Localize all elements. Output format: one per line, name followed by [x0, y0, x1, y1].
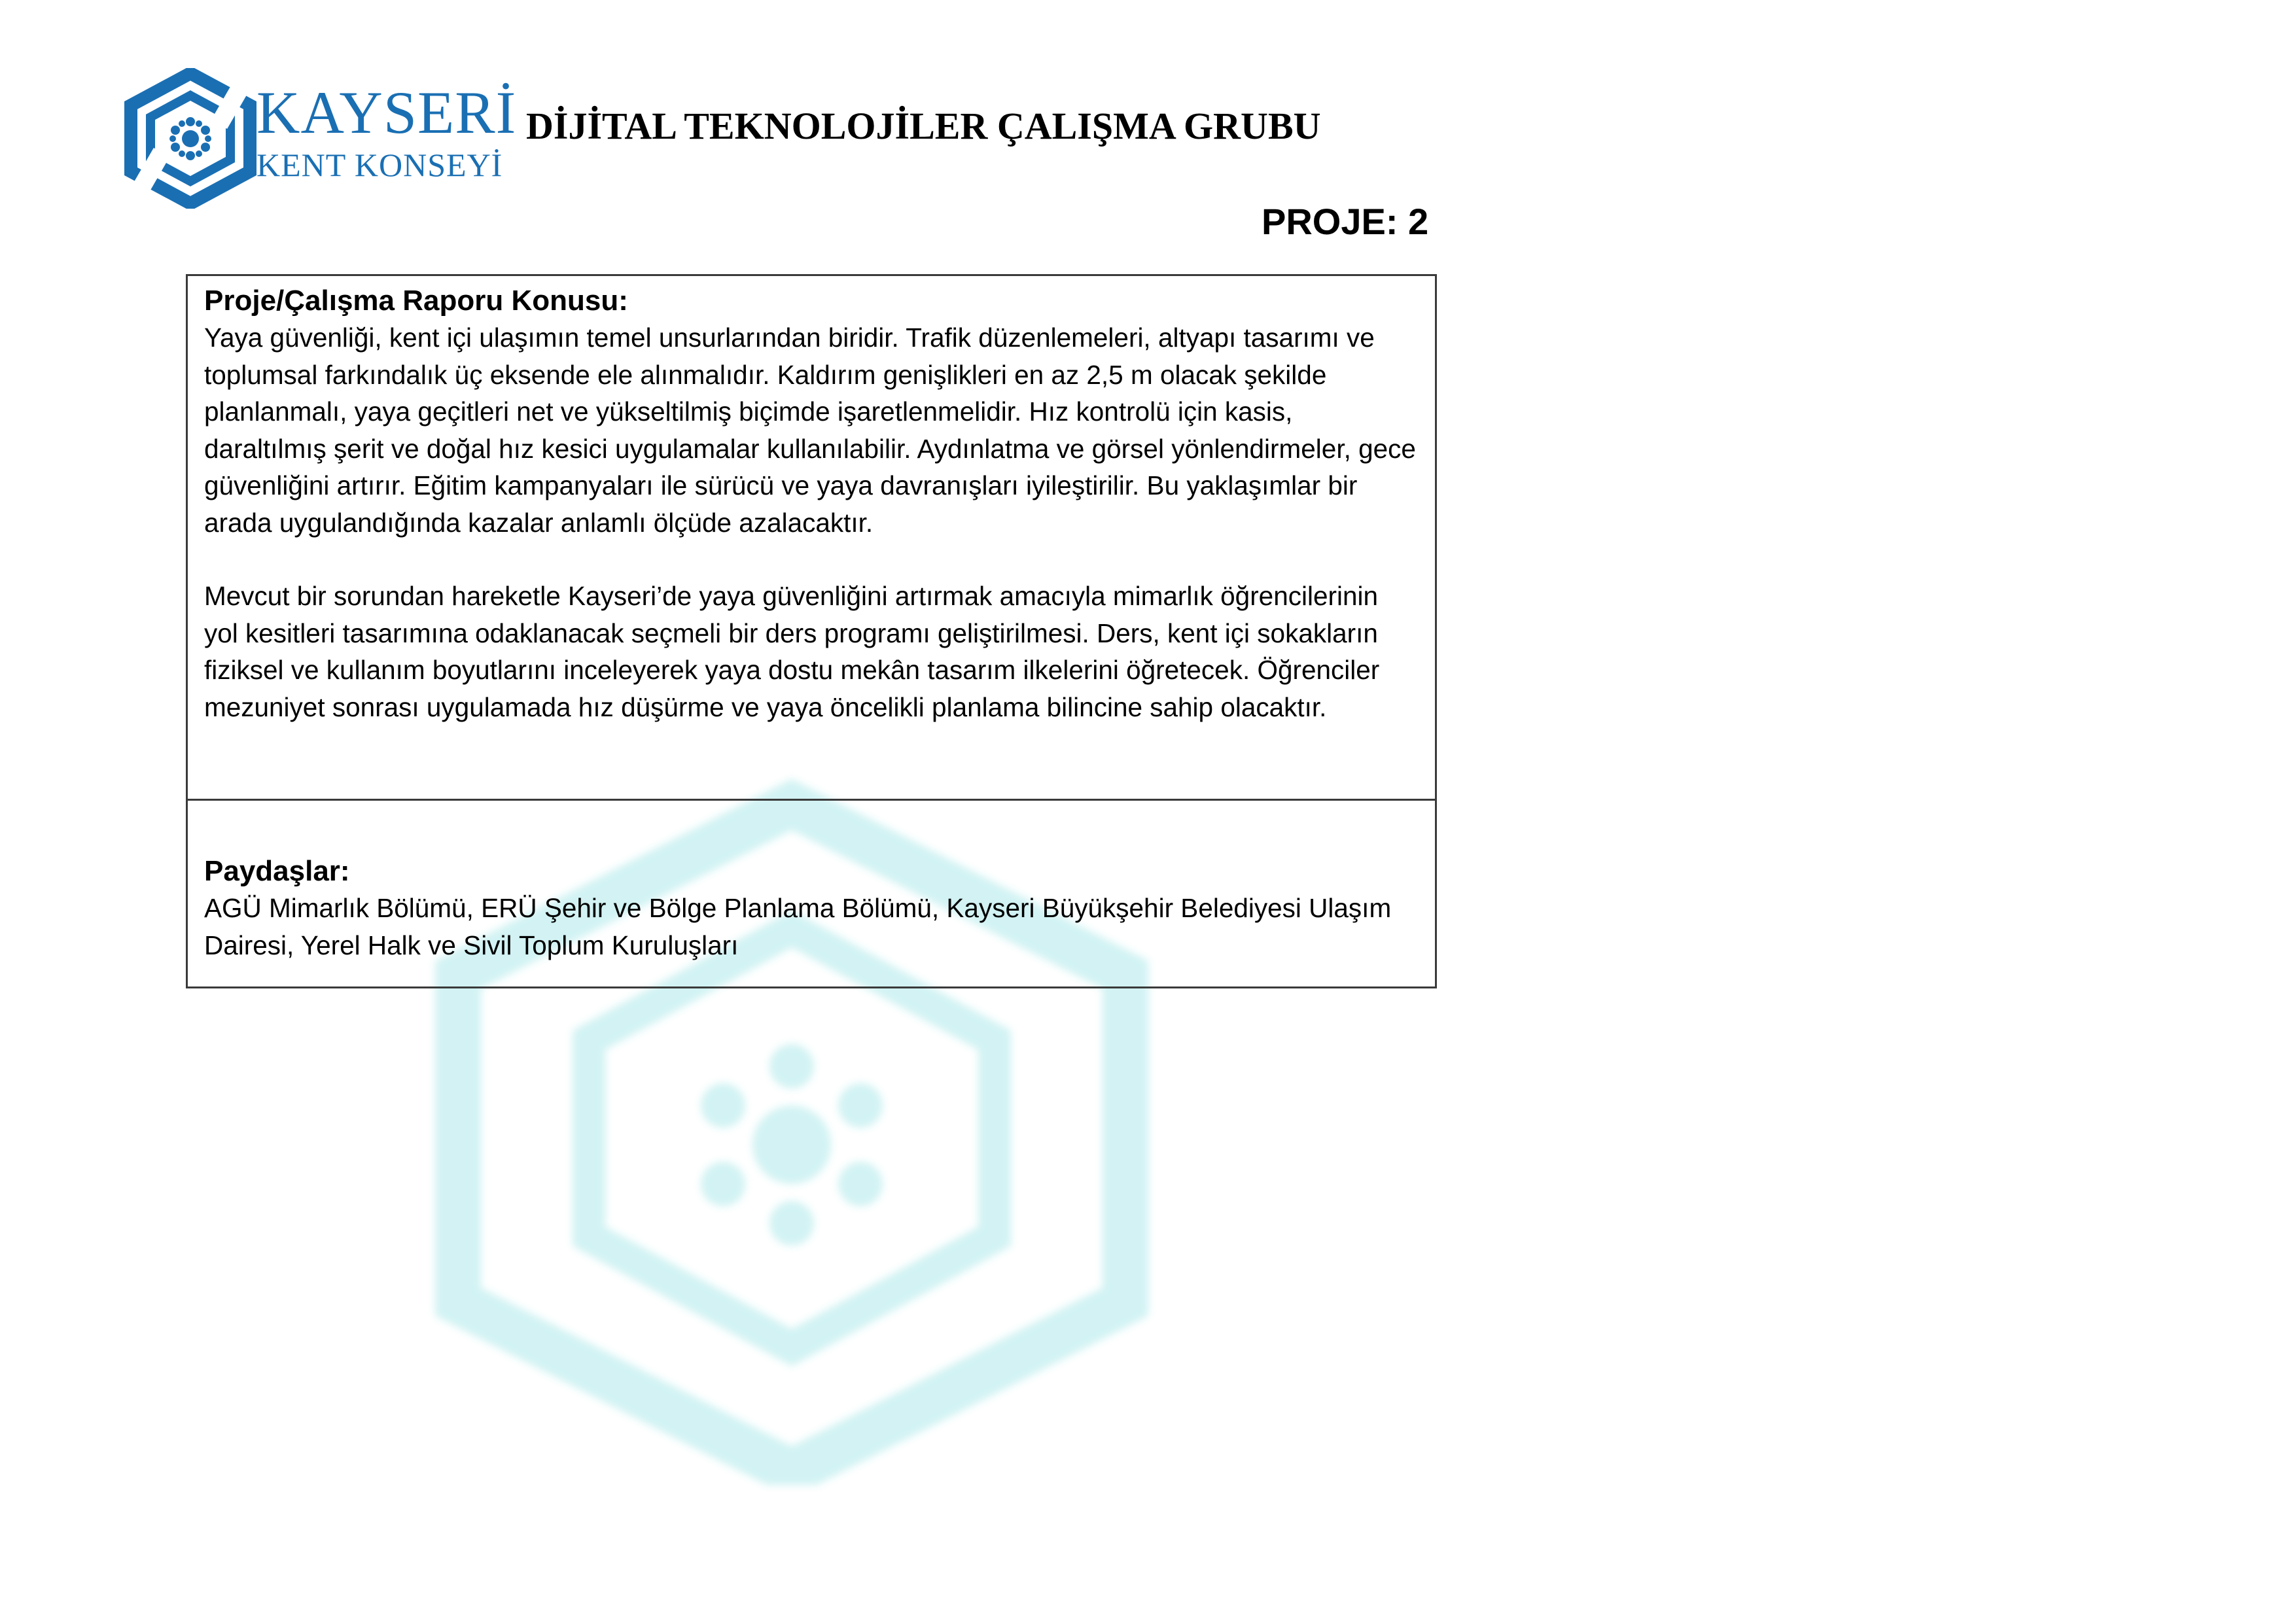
project-number: PROJE: 2 [1262, 201, 1429, 242]
stakeholders-heading: Paydaşlar: [204, 855, 350, 887]
logo-subtitle: KENT KONSEYİ [256, 147, 503, 183]
stakeholders-text: AGÜ Mimarlık Bölümü, ERÜ Şehir ve Bölge Planlama Bölümü, Kayseri Büyükşehir Belediyesi Ulaşım Dairesi, Yerel Halk ve Sivil Toplum Kuruluşları [204, 893, 1392, 960]
logo-name: KAYSERİ [256, 79, 517, 146]
kent-konseyi-logo-icon [122, 68, 259, 209]
report-table [186, 274, 1437, 988]
subject-heading: Proje/Çalışma Raporu Konusu: [204, 285, 628, 317]
subject-cell [188, 276, 1435, 801]
subject-paragraph-1: Yaya güvenliği, kent içi ulaşımın temel unsurlarından biridir. Trafik düzenlemeleri, altyapı tasarımı ve toplumsal farkındalık üç eksende ele alınmalıdır. Kaldırım genişlikleri en az 2,5 m olacak şekilde planlanmalı, yaya geçitleri net ve yükseltilmiş biçimde işaretlenmelidir. Hız kontrolü için kasis, daraltılmış şerit ve doğal hız kesici uygulamalar kullanılabilir. Aydınlatma ve görsel yönlendirmeler, gece güvenliğini artırır. Eğitim kampanyaları ile sürücü ve yaya davranışları iyileştirilir. Bu yaklaşımlar bir arada uygulandığında kazalar anlamlı ölçüde azalacaktır. [204, 323, 1416, 538]
logo-wordmark [256, 79, 516, 183]
stakeholders-cell [188, 801, 1435, 986]
group-title: DİJİTAL TEKNOLOJİLER ÇALIŞMA GRUBU [526, 105, 1321, 147]
subject-paragraph-2: Mevcut bir sorundan hareketle Kayseri’de yaya güvenliğini artırmak amacıyla mimarlık öğrencilerinin yol kesitleri tasarımına odaklanacak seçmeli bir ders programı geliştirilmesi. Ders, kent içi sokakların fiziksel ve kullanım boyutlarını inceleyerek yaya dostu mekân tasarım ilkelerini öğretecek. Öğrenciler mezuniyet sonrası uygulamada hız düşürme ve yaya öncelikli planlama bilincine sahip olacaktır. [204, 581, 1380, 722]
